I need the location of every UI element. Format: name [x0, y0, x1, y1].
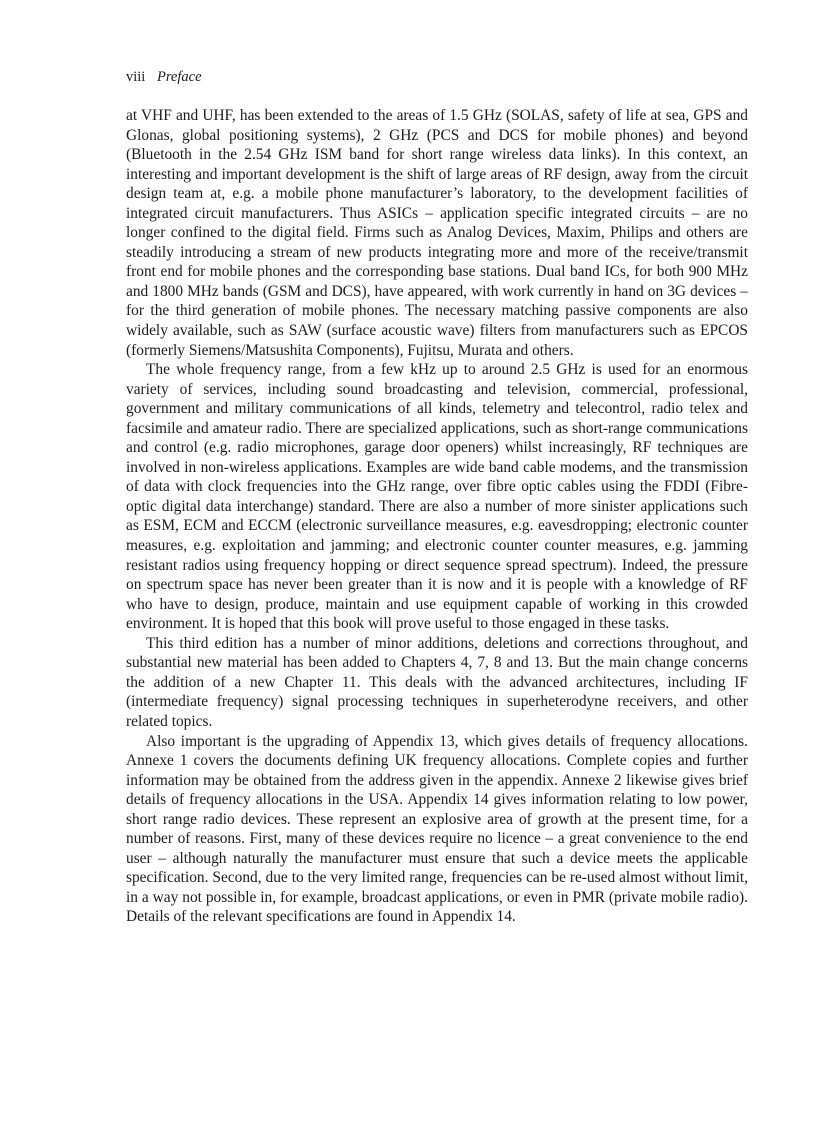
running-head [126, 68, 202, 86]
paragraph-appendix-13: Also important is the upgrading of Appendix 13, which gives details of frequency allocations. Annexe 1 covers the documents defining UK frequency allocations. Complete copies and further information may be obtained from the address given in the appendix. Annexe 2 likewise gives brief details of frequency allocations in the USA. Appendix 14 gives information relating to low power, short range radio devices. These represent an explosive area of growth at the present time, for a number of reasons. First, many of these devices require no licence – a great convenience to the end user – although naturally the manufacturer must ensure that such a device meets the applicable specification. Second, due to the very limited range, frequencies can be re-used almost without limit, in a way not possible in, for example, broadcast applications, or even in PMR (private mobile radio). Details of the relevant specifications are found in Appendix 14. [126, 732, 748, 926]
body-text [126, 106, 748, 927]
paragraph-continuation: at VHF and UHF, has been extended to the areas of 1.5 GHz (SOLAS, safety of life at sea, GPS and Glonas, global positioning systems), 2 GHz (PCS and DCS for mobile phones) and beyond (Bluetooth in the 2.54 GHz ISM band for short range wireless data links). In this context, an interesting and important development is the shift of large areas of RF design, away from the circuit design team at, e.g. a mobile phone manufacturer’s laboratory, to the development facilities of integrated circuit manufacturers. Thus ASICs – application specific integrated circuits – are no longer confined to the digital field. Firms such as Analog Devices, Maxim, Philips and others are steadily introducing a stream of new products integrating more and more of the receive/transmit front end for mobile phones and the corresponding base stations. Dual band ICs, for both 900 MHz and 1800 MHz bands (GSM and DCS), have appeared, with work currently in hand on 3G devices – for the third generation of mobile phones. The necessary matching passive components are also widely available, such as SAW (surface acoustic wave) filters from manufacturers such as EPCOS (formerly Siemens/Matsushita Components), Fujitsu, Murata and others. [126, 107, 748, 359]
page-number: viii [126, 69, 146, 85]
paragraph-frequency-range: The whole frequency range, from a few kHz up to around 2.5 GHz is used for an enormous variety of services, including sound broadcasting and television, commercial, professional, government and military communications of all kinds, telemetry and telecontrol, radio telex and facsimile and amateur radio. There are specialized applications, such as short-range communications and control (e.g. radio microphones, garage door openers) whilst increasingly, RF techniques are involved in non-wireless applications. Examples are wide band cable modems, and the transmission of data with clock frequencies into the GHz range, over fibre optic cables using the FDDI (Fibre-optic digital data interchange) standard. There are also a number of more sinister applications such as ESM, ECM and ECCM (electronic surveillance measures, e.g. eavesdropping; electronic counter measures, e.g. exploitation and jamming; and electronic counter counter measures, e.g. jamming resistant radios using frequency hopping or direct sequence spread spectrum). Indeed, the pressure on spectrum space has never been greater than it is now and it is people with a knowledge of RF who have to design, produce, maintain and use equipment capable of working in this crowded environment. It is hoped that this book will prove useful to those engaged in these tasks. [126, 361, 748, 633]
paragraph-third-edition: This third edition has a number of minor additions, deletions and corrections throughout, and substantial new material has been added to Chapters 4, 7, 8 and 13. But the main change concerns the addition of a new Chapter 11. This deals with the advanced architectures, including IF (intermediate frequency) signal processing techniques in superheterodyne receivers, and other related topics. [126, 634, 748, 730]
section-title: Preface [156, 69, 202, 85]
